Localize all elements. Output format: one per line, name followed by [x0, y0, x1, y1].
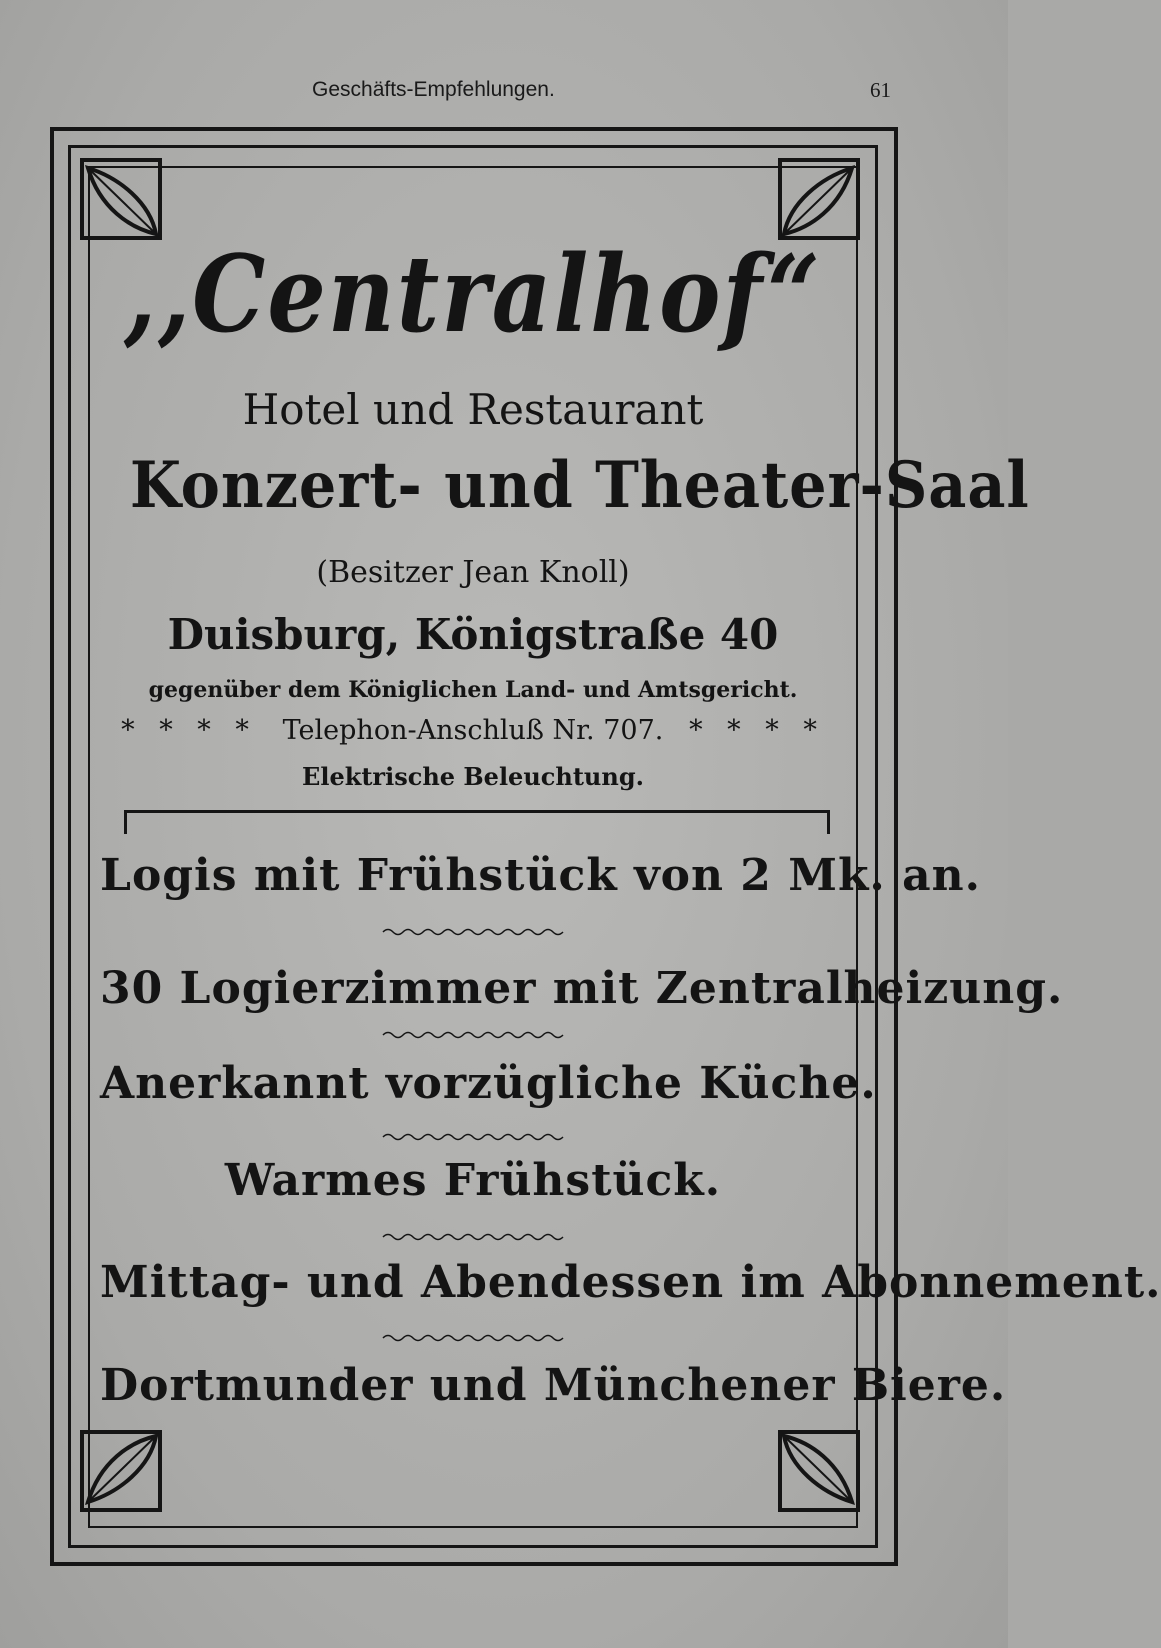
offer-line: 30 Logierzimmer mit Zentralheizung.	[100, 963, 1064, 1014]
squiggle-divider-icon	[383, 927, 563, 937]
squiggle-divider-icon	[383, 1132, 563, 1142]
offer-line: Dortmunder und Münchener Biere.	[100, 1360, 1007, 1411]
offer-line: Anerkannt vorzügliche Küche.	[100, 1058, 877, 1109]
court-note: gegenüber dem Königlichen Land- und Amtsgericht.	[148, 677, 798, 703]
page-number: 61	[870, 78, 891, 102]
phone-row	[100, 715, 846, 746]
squiggle-divider-icon	[383, 1030, 563, 1040]
address-line: Duisburg, Königstraße 40	[167, 610, 779, 659]
offer-line: Mittag- und Abendessen im Abonnement.	[100, 1257, 1161, 1308]
offer-line: Logis mit Frühstück von 2 Mk. an.	[100, 850, 981, 901]
halls-heading: Konzert- und Theater-Saal	[129, 448, 1030, 523]
divider-bracket	[124, 810, 830, 834]
offer-line: Warmes Frühstück.	[224, 1155, 722, 1206]
stars-left: * * * *	[121, 715, 257, 746]
owner-line: (Besitzer Jean Knoll)	[316, 555, 630, 590]
running-title: Geschäfts-Empfehlungen.	[312, 78, 555, 101]
lighting-line: Elektrische Beleuchtung.	[302, 762, 644, 791]
squiggle-divider-icon	[383, 1333, 563, 1343]
running-head	[0, 78, 1008, 108]
advertisement	[100, 170, 1161, 1520]
squiggle-divider-icon	[383, 1232, 563, 1242]
stars-right: * * * *	[689, 715, 825, 746]
phone-line: Telephon-Anschluß Nr. 707.	[282, 715, 664, 746]
hotel-name: ,,Centralhof“	[124, 231, 822, 357]
hotel-subtitle: Hotel und Restaurant	[242, 385, 704, 434]
